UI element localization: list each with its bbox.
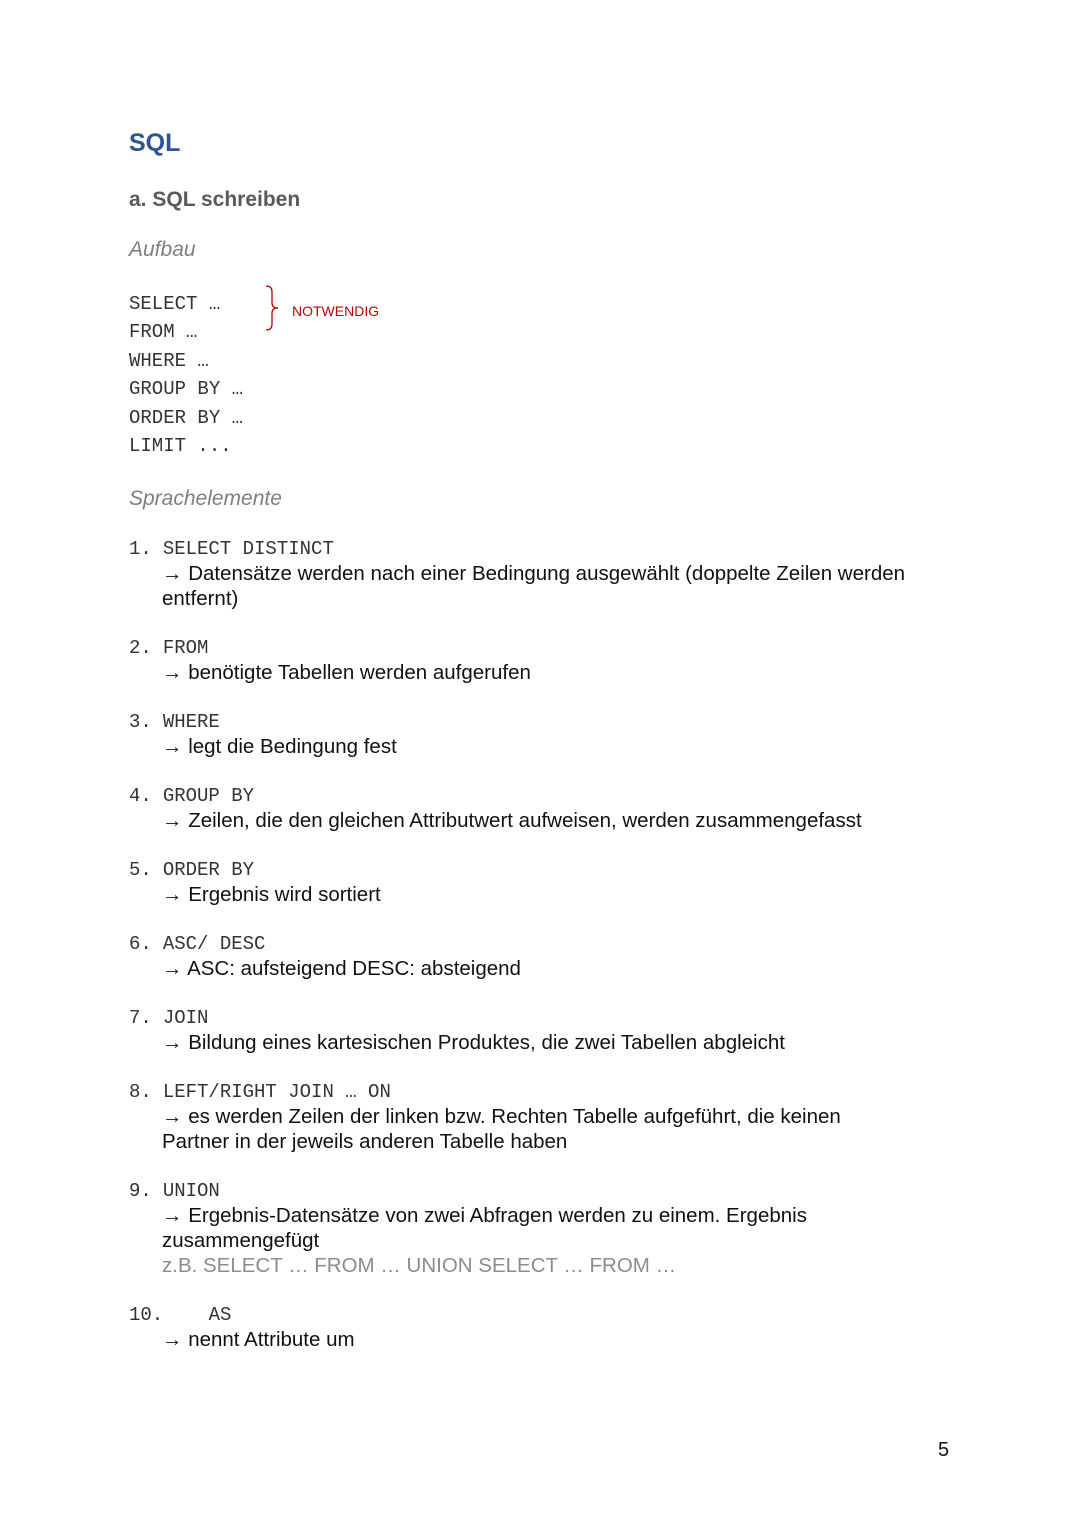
list-item [129,1179,1009,1278]
item-number: 7. [129,1007,152,1029]
language-elements-list [129,537,1009,1377]
item-number: 10. [129,1304,164,1326]
code-line: ORDER BY … [129,406,244,429]
item-number: 5. [129,859,152,881]
keyword: WHERE [162,711,220,733]
list-item [129,1080,1009,1154]
code-line: LIMIT ... [129,434,232,457]
item-description: → legt die Bedingung fest [162,735,397,758]
item-header [129,636,1009,660]
list-item [129,1006,1009,1055]
keyword: AS [197,1304,232,1326]
code-line: FROM … [129,321,198,344]
structure-code [129,290,243,460]
keyword: UNION [162,1180,220,1202]
item-description: → Bildung eines kartesischen Produktes, die zwei Tabellen abgleicht [162,1031,785,1054]
list-item [129,858,1009,907]
item-description: → Ergebnis wird sortiert [162,883,381,906]
item-description: zusammengefügt [162,1229,320,1252]
list-item [129,1303,1009,1352]
item-header [129,1006,1009,1030]
item-number: 9. [129,1180,152,1202]
section-heading: a. SQL schreiben [129,188,301,211]
list-item [129,636,1009,685]
subsection-structure: Aufbau [129,238,196,261]
keyword: GROUP BY [162,785,255,807]
keyword: LEFT/RIGHT JOIN … ON [162,1081,391,1103]
item-number: 1. [129,538,152,560]
item-number: 4. [129,785,152,807]
required-note: NOTWENDIG [292,303,380,319]
curly-brace-icon [262,284,282,332]
item-description: → nennt Attribute um [162,1328,355,1351]
item-description: → Ergebnis-Datensätze von zwei Abfragen werden zu einem. Ergebnis [162,1204,807,1227]
item-header [129,1303,1009,1327]
item-number: 6. [129,933,152,955]
item-header [129,784,1009,808]
item-header [129,1080,1009,1104]
list-item [129,784,1009,833]
code-line: SELECT … [129,293,221,315]
item-description: → benötigte Tabellen werden aufgerufen [162,661,531,684]
keyword: ORDER BY [162,859,255,881]
item-description: → Datensätze werden nach einer Bedingung ausgewählt (doppelte Zeilen werden [162,562,906,585]
item-header [129,932,1009,956]
page-number: 5 [938,1439,950,1461]
list-item [129,932,1009,981]
item-header [129,858,1009,882]
subsection-elements: Sprachelemente [129,487,282,510]
code-line: WHERE … [129,349,209,372]
code-line: GROUP BY … [129,378,244,401]
list-item [129,537,1009,611]
item-description: entfernt) [162,587,239,610]
item-number: 3. [129,711,152,733]
page-title: SQL [129,129,181,157]
keyword: SELECT DISTINCT [162,538,334,560]
item-description: → es werden Zeilen der linken bzw. Rechten Tabelle aufgeführt, die keinen [162,1105,841,1128]
item-number: 2. [129,637,152,659]
item-number: 8. [129,1081,152,1103]
list-item [129,710,1009,759]
keyword: FROM [162,637,209,659]
keyword: JOIN [162,1007,209,1029]
item-description: → Zeilen, die den gleichen Attributwert aufweisen, werden zusammengefasst [162,809,862,832]
item-header [129,1179,1009,1203]
keyword: ASC/ DESC [162,933,266,955]
item-description: → ASC: aufsteigend DESC: absteigend [162,957,521,980]
item-header [129,537,1009,561]
item-header [129,710,1009,734]
item-example: z.B. SELECT … FROM … UNION SELECT … FROM … [162,1254,677,1277]
item-description: Partner in der jeweils anderen Tabelle haben [162,1130,568,1153]
